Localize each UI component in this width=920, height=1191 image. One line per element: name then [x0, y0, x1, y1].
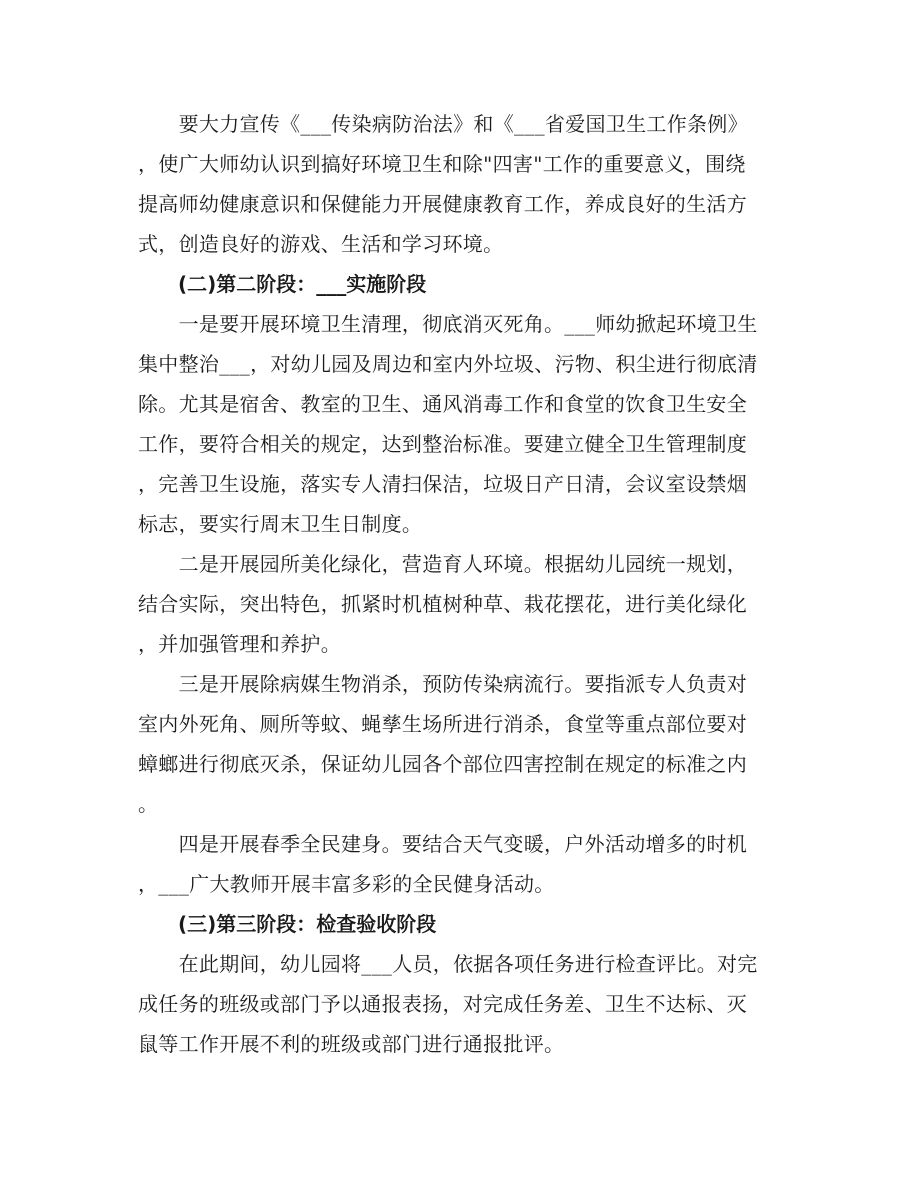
section-heading-phase-three: (三)第三阶段：检查验收阶段 [138, 912, 437, 936]
section-heading-phase-two: (二)第二阶段：___实施阶段 [138, 272, 427, 296]
paragraph-fitness: 四是开展春季全民建身。要结合天气变暖，户外活动增多的时机 ，___广大教师开展丰富多彩的全民健身活动。 [138, 832, 747, 896]
paragraph-pest-control: 三是开展除病媒生物消杀，预防传染病流行。要指派专人负责对 室内外死角、厕所等蚊、蝇孳生场所进行消杀，食堂等重点部位要对 蟑螂进行彻底灭杀，保证幼儿园各个部位四害控制在规定的标准之内 。 [138, 672, 747, 816]
paragraph-inspection: 在此期间，幼儿园将___人员，依据各项任务进行检查评比。对完 成任务的班级或部门予以通报表扬，对完成任务差、卫生不达标、灭 鼠等工作开展不利的班级或部门进行通报批评。 [138, 952, 758, 1056]
document-page [138, 104, 778, 1064]
paragraph-greening: 二是开展园所美化绿化，营造育人环境。根据幼儿园统一规划， 结合实际，突出特色，抓紧时机植树种草、栽花摆花，进行美化绿化 ，并加强管理和养护。 [138, 552, 747, 656]
paragraph-publicity: 要大力宣传《___传染病防治法》和《___省爱国卫生工作条例》 ，使广大师幼认识到搞好环境卫生和除"四害"工作的重要意义，围绕 提高师幼健康意识和保健能力开展健康教育工作，养成良好的生活方 式，创造良好的游戏、生活和学习环境。 [138, 112, 748, 256]
paragraph-environment-cleanup: 一是要开展环境卫生清理，彻底消灭死角。___师幼掀起环境卫生 集中整治___，对幼儿园及周边和室内外垃圾、污物、积尘进行彻底清 除。尤其是宿舍、教室的卫生、通风消毒工作和食堂的饮食卫生安全 工作，要符合相关的规定，达到整治标准。要建立健全卫生管理制度 ，完善卫生设施，落实专人清扫保洁，垃圾日产日清，会议室设禁烟 标志，要实行周末卫生日制度。 [138, 312, 758, 536]
